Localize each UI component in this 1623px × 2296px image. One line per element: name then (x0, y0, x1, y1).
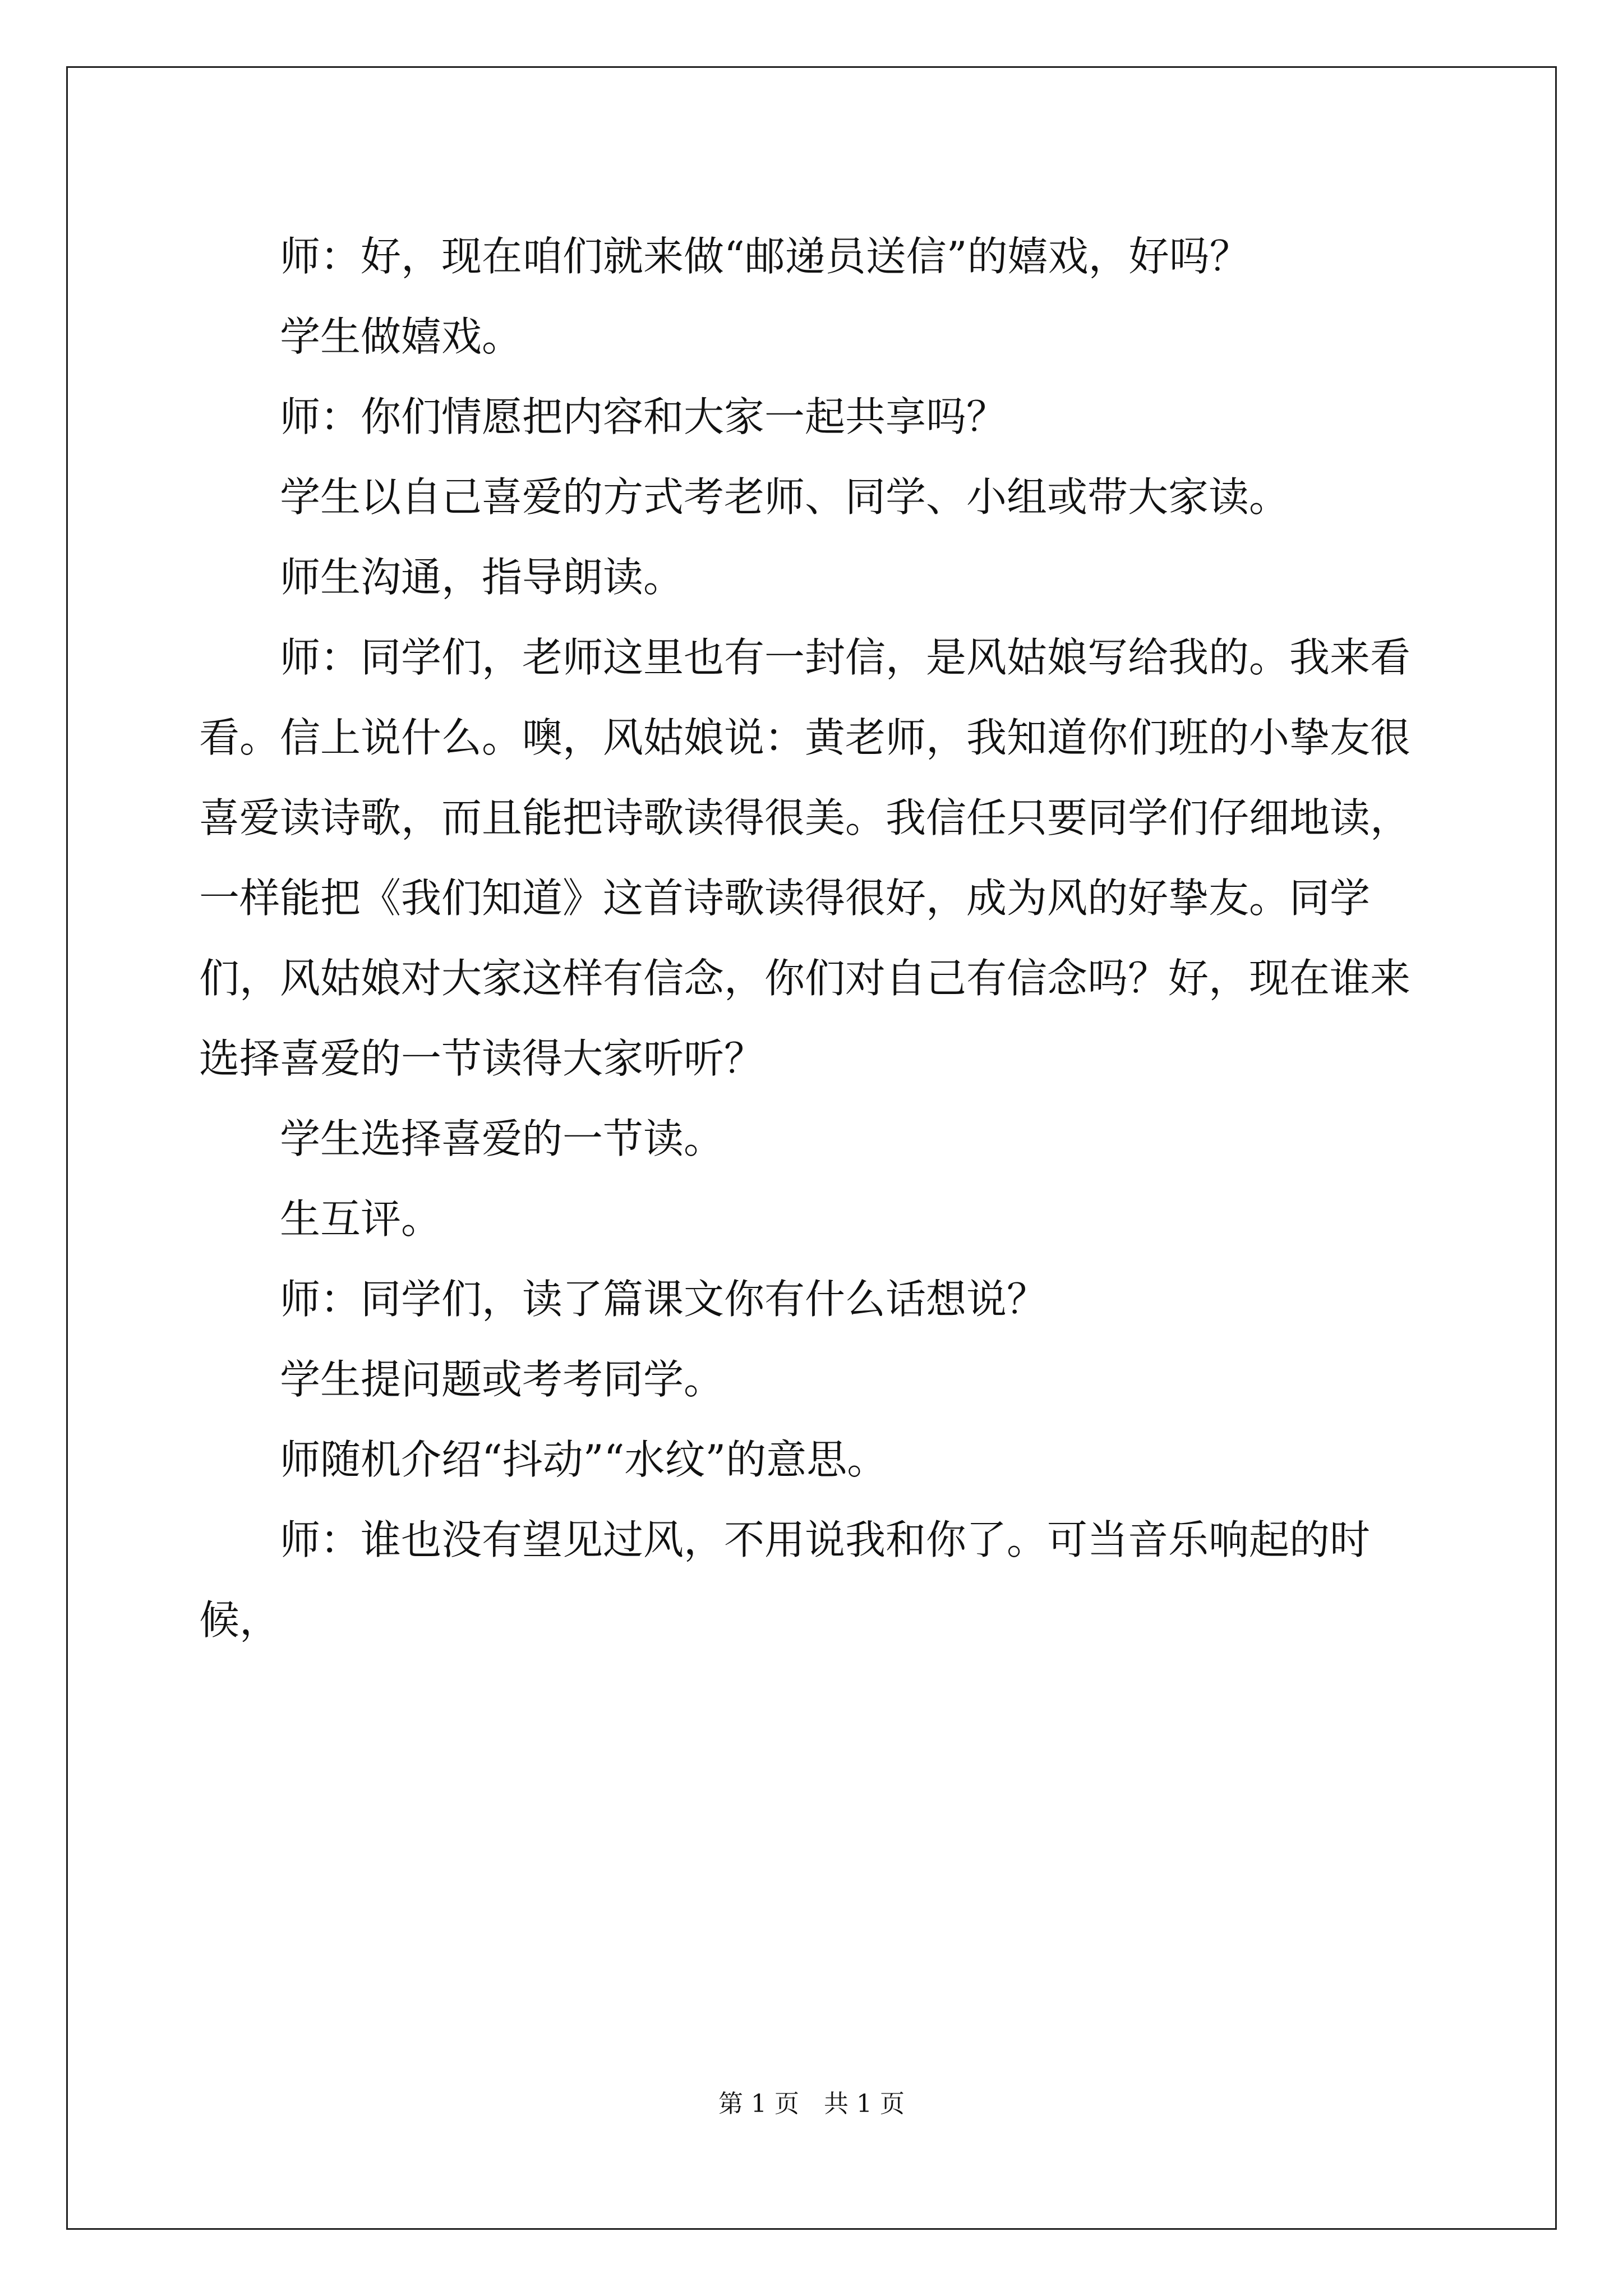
page-number-footer: 第 1 页 共 1 页 (718, 2090, 905, 2118)
paragraph-10: 学生提问题或考考同学。 (280, 1356, 725, 1403)
paragraph-9: 师：同学们，读了篇课文你有什么话想说？ (280, 1276, 1048, 1323)
paragraph-11: 师随机介绍“抖动”“水纹”的意思。 (280, 1436, 888, 1483)
paragraph-7: 学生选择喜爱的一节读。 (280, 1115, 725, 1162)
paragraph-5: 师生沟通，指导朗读。 (280, 554, 684, 601)
paragraph-12: 师：谁也没有望见过风，不用说我和你了。可当音乐响起的时候， (199, 1516, 1371, 1644)
paragraph-8: 生互评。 (280, 1195, 442, 1243)
paragraph-1: 师：好，现在咱们就来做“邮递员送信”的嬉戏，好吗？ (280, 233, 1250, 280)
document-body (199, 217, 1436, 1660)
paragraph-6: 师：同学们，老师这里也有一封信，是风姑娘写给我的。我来看看。信上说什么。噢，风姑娘说：黄老师，我知道你们班的小挚友很喜爱读诗歌，而且能把诗歌读得很美。我信任只要同学们仔细地读，一样能把《我们知道》这首诗歌读得很好，成为风的好挚友。同学们，风姑娘对大家这样有信念，你们对自己有信念吗？好，现在谁来选择喜爱的一节读得大家听听？ (199, 634, 1411, 1082)
paragraph-4: 学生以自己喜爱的方式考老师、同学、小组或带大家读。 (280, 473, 1290, 521)
paragraph-2: 学生做嬉戏。 (280, 313, 523, 360)
paragraph-3: 师：你们情愿把内容和大家一起共享吗？ (280, 393, 1007, 440)
